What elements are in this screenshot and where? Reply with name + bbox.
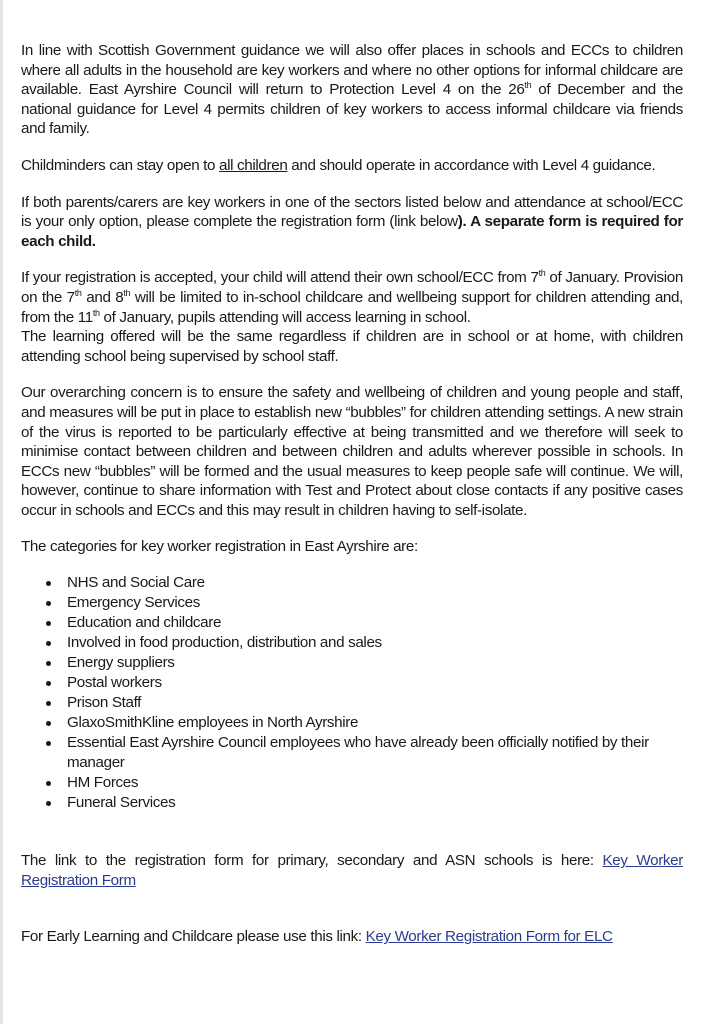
- paragraph-elc-registration-link: [21, 927, 683, 947]
- list-item: [21, 693, 683, 713]
- page-edge: [0, 0, 3, 1024]
- list-item: [21, 733, 683, 773]
- key-worker-categories-list: [21, 573, 683, 813]
- list-item-text: Funeral Services: [67, 794, 176, 812]
- list-item: [21, 713, 683, 733]
- superscript: th: [524, 80, 532, 91]
- paragraph-attendance-dates: [21, 268, 683, 327]
- paragraph-school-registration-link: [21, 851, 683, 890]
- paragraph-text: of January, pupils attending will access learning in school.: [99, 308, 471, 326]
- paragraph-text: If your registration is accepted, your child will attend their own school/ECC from 7: [21, 269, 539, 287]
- list-item-text: GlaxoSmithKline employees in North Ayrshire: [67, 714, 359, 732]
- bullet-icon: [46, 781, 51, 786]
- superscript: th: [123, 287, 131, 298]
- categories-intro: The categories for key worker registration in East Ayrshire are:: [21, 538, 418, 556]
- paragraph-text: and 8: [81, 288, 124, 306]
- list-item: [21, 593, 683, 613]
- paragraph-learning-offered: The learning offered will be the same regardless if children are in school or at home, with children attending school being supervised by school staff.: [21, 328, 683, 365]
- list-item: [21, 673, 683, 693]
- key-worker-registration-form-elc-link[interactable]: Key Worker Registration Form for ELC: [365, 928, 613, 946]
- list-item-text: Emergency Services: [67, 594, 200, 612]
- bullet-icon: [46, 641, 51, 646]
- bullet-icon: [46, 741, 51, 746]
- list-item-text: Education and childcare: [67, 614, 222, 632]
- bullet-icon: [46, 581, 51, 586]
- list-item-text: Postal workers: [67, 674, 162, 692]
- list-item-text: NHS and Social Care: [67, 574, 205, 592]
- paragraph-text: For Early Learning and Childcare please use this link:: [21, 928, 366, 946]
- bullet-icon: [46, 601, 51, 606]
- superscript: th: [538, 268, 546, 279]
- bullet-icon: [46, 661, 51, 666]
- paragraph-text: and should operate in accordance with Level 4 guidance.: [287, 156, 656, 174]
- list-item-text: Energy suppliers: [67, 654, 175, 672]
- list-item: [21, 633, 683, 653]
- paragraph-childminders: [21, 156, 683, 176]
- list-item-text: Involved in food production, distribution and sales: [67, 634, 382, 652]
- underlined-text: all children: [219, 156, 288, 174]
- list-item: [21, 613, 683, 633]
- paragraph-text: of January. Provision on the 7: [21, 269, 684, 306]
- list-item: [21, 793, 683, 813]
- superscript: th: [74, 287, 82, 298]
- list-item: [21, 773, 683, 793]
- paragraph-text: Childminders can stay open to: [21, 156, 220, 174]
- paragraph-text: If both parents/carers are key workers in one of the sectors listed below and attendance at school/ECC is your only option, please complete the registration form (link below: [21, 193, 683, 231]
- list-item: [21, 573, 683, 593]
- key-worker-registration-form-link[interactable]: Key Worker Registration Form: [21, 852, 683, 889]
- paragraph-text: The link to the registration form for primary, secondary and ASN schools is here:: [21, 852, 603, 870]
- paragraph-text: of December and the national guidance for Level 4 permits children of key workers to access informal childcare via friends and family.: [21, 81, 683, 138]
- paragraph-safety-concern: Our overarching concern is to ensure the safety and wellbeing of children and young people and staff, and measures will be put in place to establish new “bubbles” for children attending settings. A new strain of the virus is reported to be particularly effective at being transmitted and we therefore will seek to minimise contact between children and between children and adults wherever possible in schools. In ECCs new “bubbles” will be formed and the usual measures to keep people safe will continue. We will, however, continue to share information with Test and Protect about close contacts if any positive cases occur in schools and ECCs and this may result in children having to self-isolate.: [21, 384, 683, 519]
- paragraph-text: In line with Scottish Government guidance we will also offer places in schools and ECCs to children where all adults in the household are key workers and where no other options for informal childcare are available. East Ayrshire Council will return to Protection Level 4 on the 26: [21, 42, 683, 99]
- document-body: [21, 41, 683, 947]
- bullet-icon: [46, 681, 51, 686]
- list-item-text: Essential East Ayrshire Council employees who have already been officially notified by their manager: [67, 734, 649, 772]
- list-item-text: Prison Staff: [67, 694, 142, 712]
- list-item-text: HM Forces: [67, 774, 139, 792]
- bullet-icon: [46, 721, 51, 726]
- superscript: th: [92, 307, 100, 318]
- bullet-icon: [46, 801, 51, 806]
- bullet-icon: [46, 621, 51, 626]
- bullet-icon: [46, 701, 51, 706]
- paragraph-key-worker-guidance: [21, 41, 683, 139]
- list-item: [21, 653, 683, 673]
- bold-text: ). A separate form is required for each child.: [21, 213, 683, 250]
- paragraph-text: will be limited to in-school childcare and wellbeing support for children attending and, from the 11: [21, 288, 683, 326]
- paragraph-registration-instructions: [21, 193, 683, 252]
